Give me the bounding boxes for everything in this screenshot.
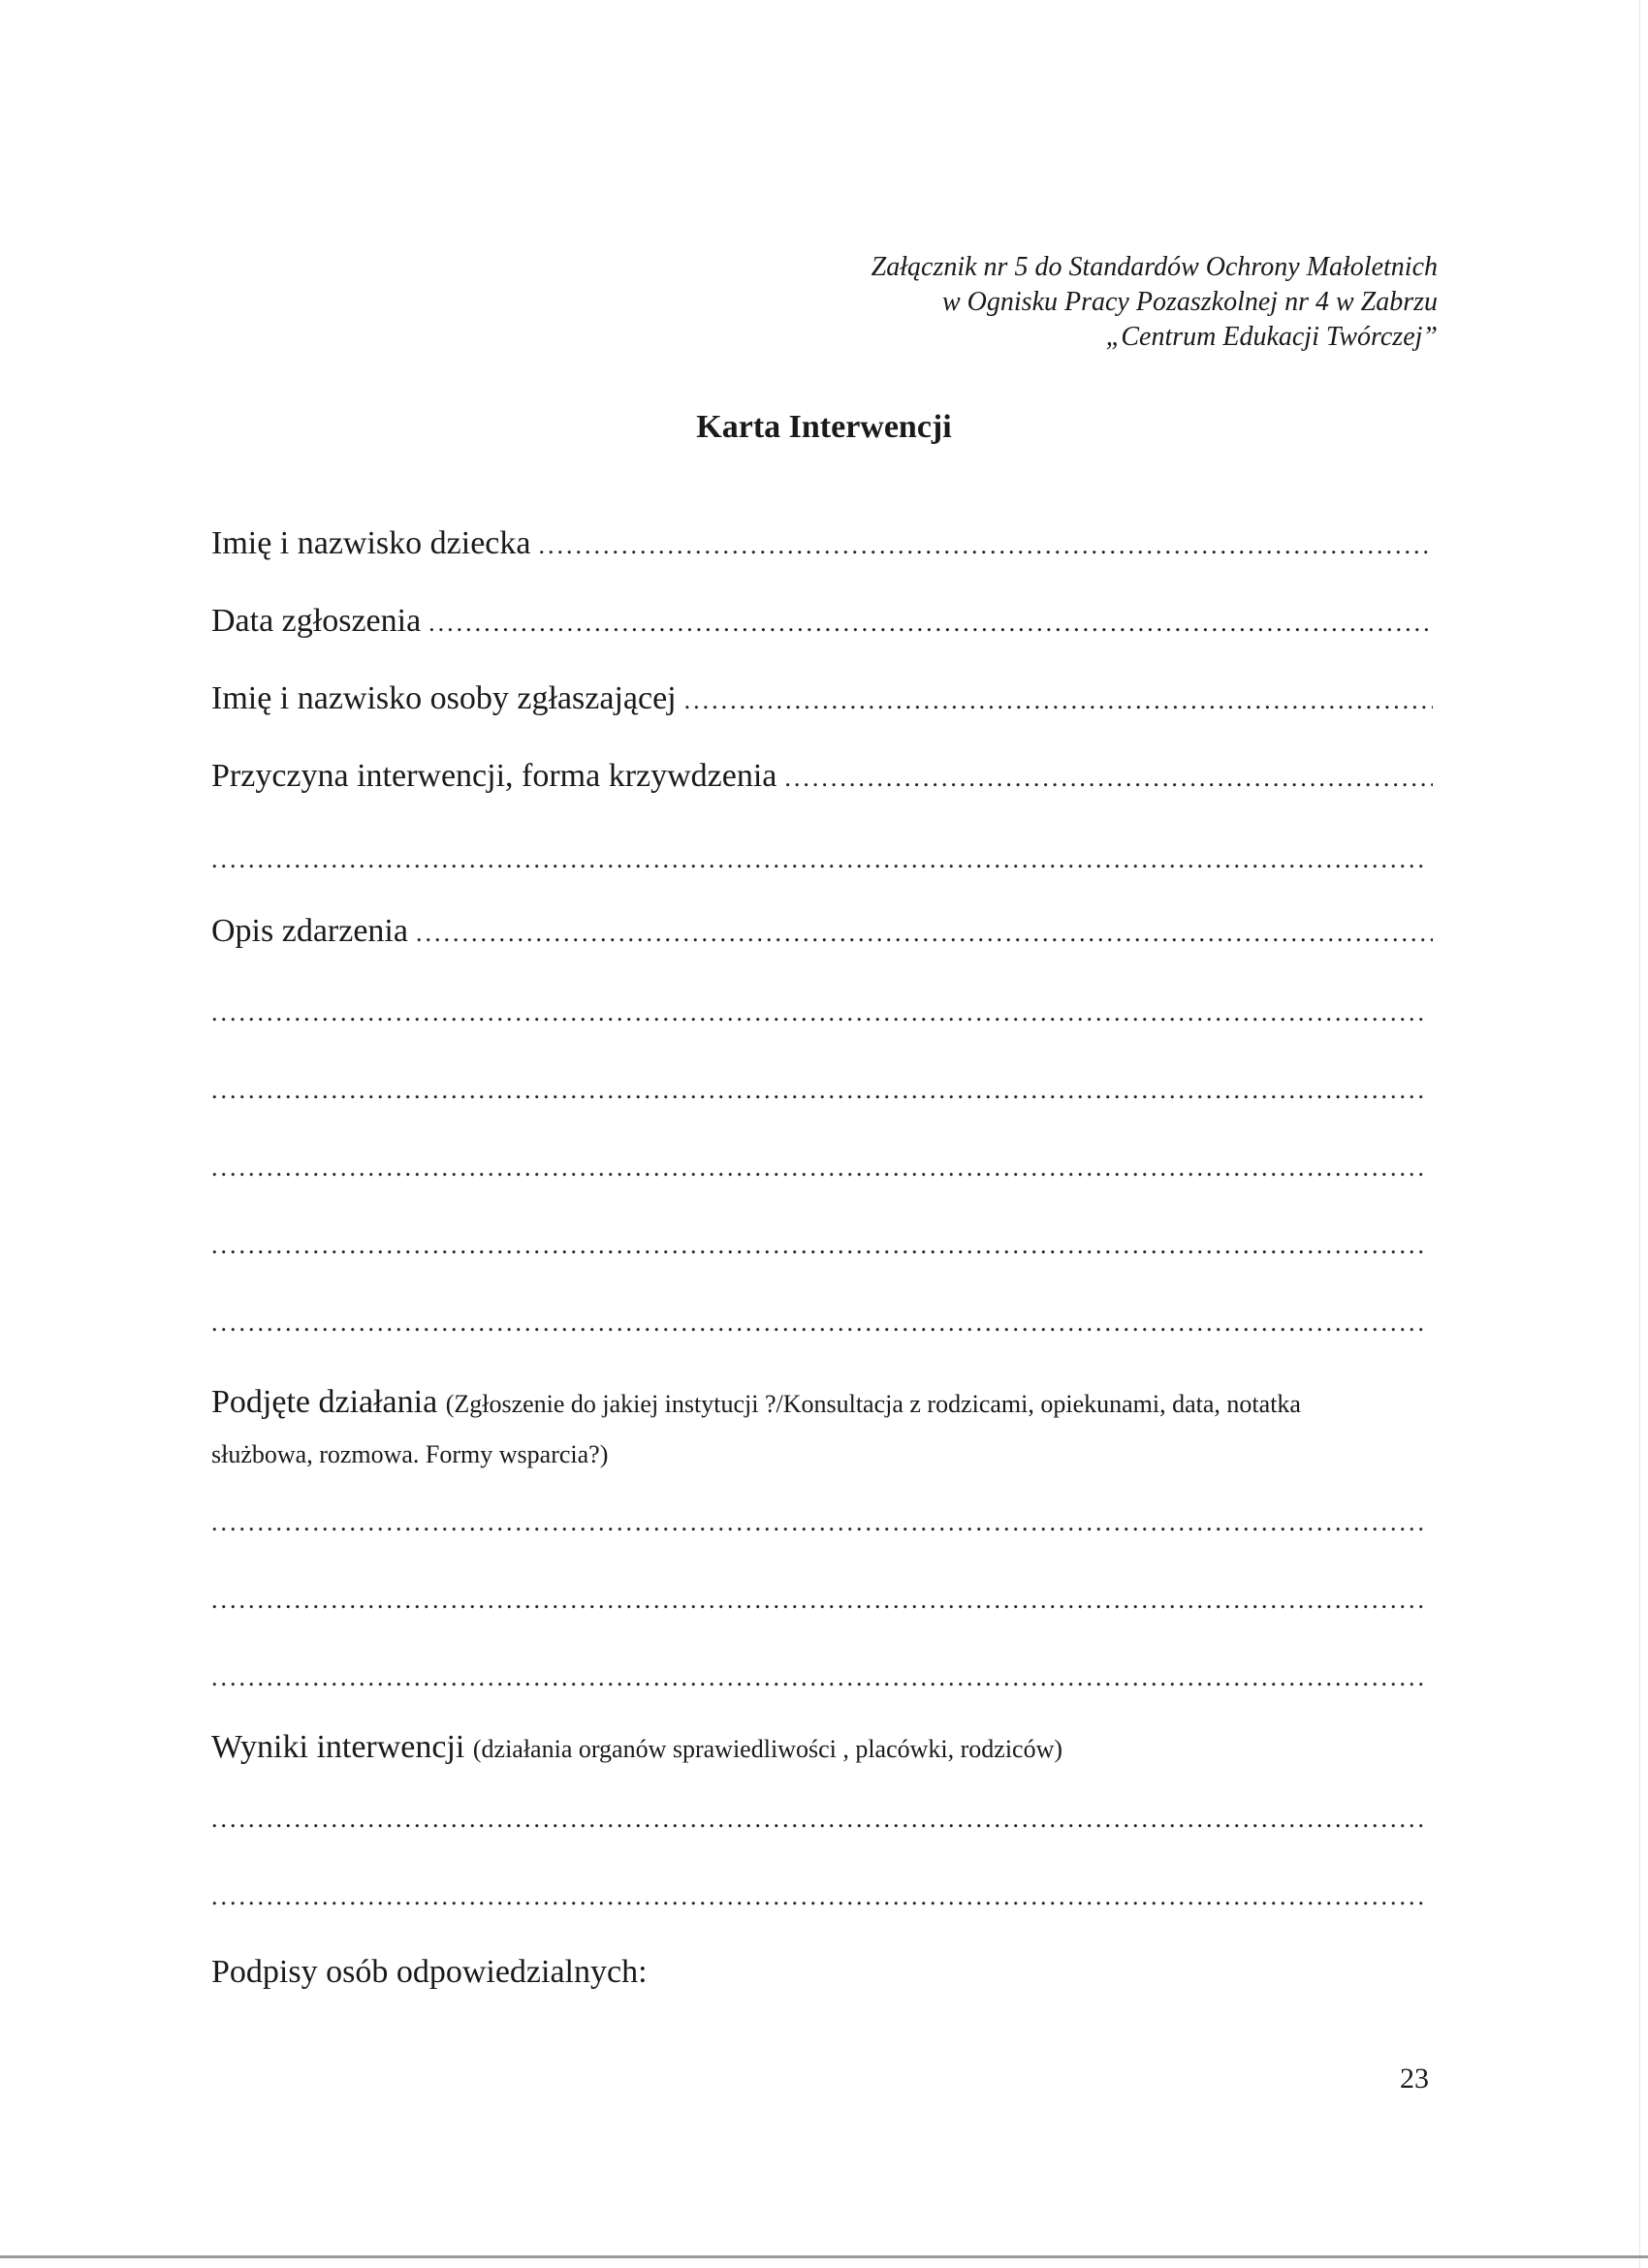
actions-note-continued: służbowa, rozmowa. Formy wsparcia?) (211, 1440, 609, 1468)
actions-section (211, 1374, 1435, 1433)
page-edge (1639, 0, 1640, 2268)
page-number: 23 (1400, 2063, 1429, 2095)
description-fill-line-4[interactable] (211, 1153, 1425, 1182)
reporter-name-fill-line[interactable] (684, 686, 1433, 715)
report-date-label: Data zgłoszenia (211, 603, 422, 639)
description-label: Opis zdarzenia (211, 913, 408, 949)
reporter-name-label: Imię i nazwisko osoby zgłaszającej (211, 680, 677, 716)
results-label (211, 1729, 1070, 1766)
actions-fill-line-2[interactable] (211, 1586, 1425, 1615)
reason-fill-line[interactable] (784, 764, 1433, 793)
page-bottom-edge (0, 2255, 1648, 2258)
child-name-label: Imię i nazwisko dziecka (211, 525, 531, 561)
document-title: Karta Interwencji (696, 409, 952, 445)
actions-note: (Zgłoszenie do jakiej instytucji ?/Konsultacja z rodzicami, opiekunami, data, notatka (445, 1390, 1301, 1418)
child-name-fill-line[interactable] (538, 531, 1433, 560)
reason-field[interactable] (211, 758, 1433, 795)
report-date-field[interactable] (211, 603, 1433, 640)
description-fill-line-2[interactable] (211, 998, 1425, 1027)
attachment-note-line-1: Załącznik nr 5 do Standardów Ochrony Małoletnich (871, 252, 1438, 282)
attachment-note-line-3: „Centrum Edukacji Twórczej” (1105, 322, 1438, 352)
attachment-note-line-2: w Ognisku Pracy Pozaszkolnej nr 4 w Zabrzu (942, 287, 1438, 317)
actions-label: Podjęte działania (211, 1384, 438, 1420)
reporter-name-field[interactable] (211, 680, 1433, 717)
signatures-label: Podpisy osób odpowiedzialnych: (211, 1954, 648, 1990)
description-field[interactable] (211, 913, 1433, 950)
description-fill-line-3[interactable] (211, 1076, 1425, 1105)
results-section (211, 1729, 1433, 1766)
reason-fill-line-2[interactable] (211, 845, 1425, 874)
results-fill-line-1[interactable] (211, 1805, 1425, 1834)
child-name-field[interactable] (211, 525, 1433, 562)
results-note: (działania organów sprawiedliwości , placówki, rodziców) (472, 1735, 1063, 1763)
results-title: Wyniki interwencji (211, 1729, 465, 1765)
description-fill-line-5[interactable] (211, 1231, 1425, 1260)
description-fill-line[interactable] (416, 919, 1433, 948)
attachment-note (872, 250, 1438, 355)
description-fill-line-6[interactable] (211, 1308, 1425, 1338)
actions-fill-line-1[interactable] (211, 1508, 1425, 1537)
report-date-fill-line[interactable] (428, 609, 1433, 638)
actions-fill-line-3[interactable] (211, 1663, 1425, 1692)
results-fill-line-2[interactable] (211, 1882, 1425, 1911)
reason-label: Przyczyna interwencji, forma krzywdzenia (211, 758, 777, 794)
